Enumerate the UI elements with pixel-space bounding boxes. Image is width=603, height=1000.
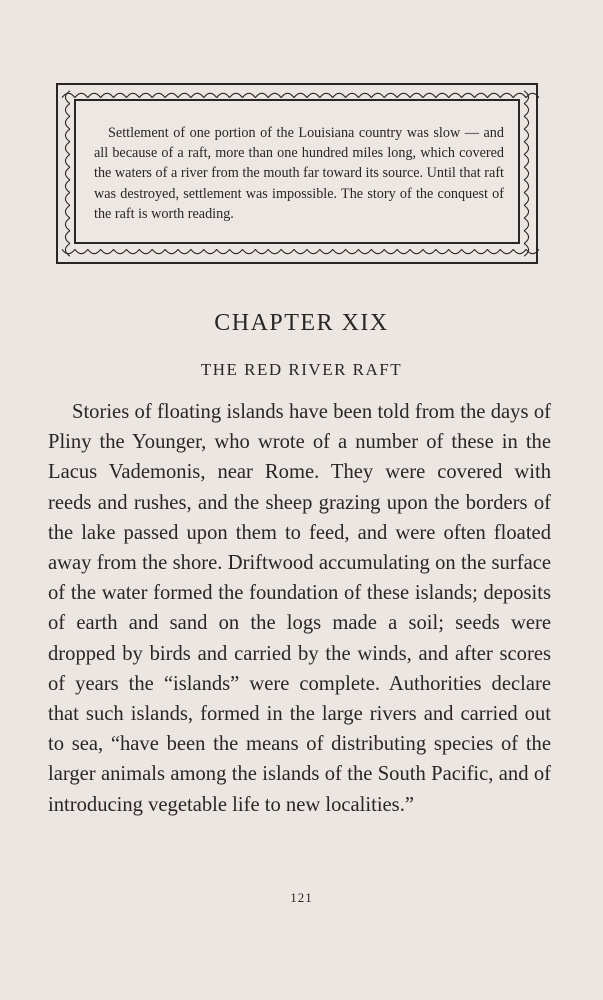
chapter-title: THE RED RIVER RAFT <box>200 360 403 379</box>
summary-frame <box>56 83 538 264</box>
ornament-right <box>524 91 528 256</box>
page-number: 121 <box>290 890 313 905</box>
chapter-number: CHAPTER XIX <box>214 310 389 336</box>
chapter-summary: Settlement of one portion of the Louisiana country was slow — and all because of a raft, more than one hundred miles long, which covered the waters of a river from the mouth far toward its source. Until that raft was destroyed, settlement was impossible. The story of the conquest of the raft is worth reading. <box>94 125 504 222</box>
ornament-bottom <box>62 249 539 253</box>
ornament-left <box>65 91 69 256</box>
ornament-top <box>62 93 539 97</box>
body-paragraph: Stories of floating islands have been told from the days of Pliny the Younger, who wrote of a number of these in the Lacus Vademonis, near Rome. They were covered with reeds and rushes, and the sheep grazing upon the borders of the lake passed upon them to feed, and were often floated away from the shore. Driftwood accumulating on the surface of the water formed the foundation of these islands; deposits of earth and sand on the logs made a soil; seeds were dropped by birds and carried by the winds, and after scores of years the “islands” were complete. Authorities declare that such islands, formed in the large rivers and carried out to sea, “have been the means of distributing species of the larger animals among the islands of the South Pacific, and of introducing vegetable life to new localities.” <box>48 401 551 816</box>
